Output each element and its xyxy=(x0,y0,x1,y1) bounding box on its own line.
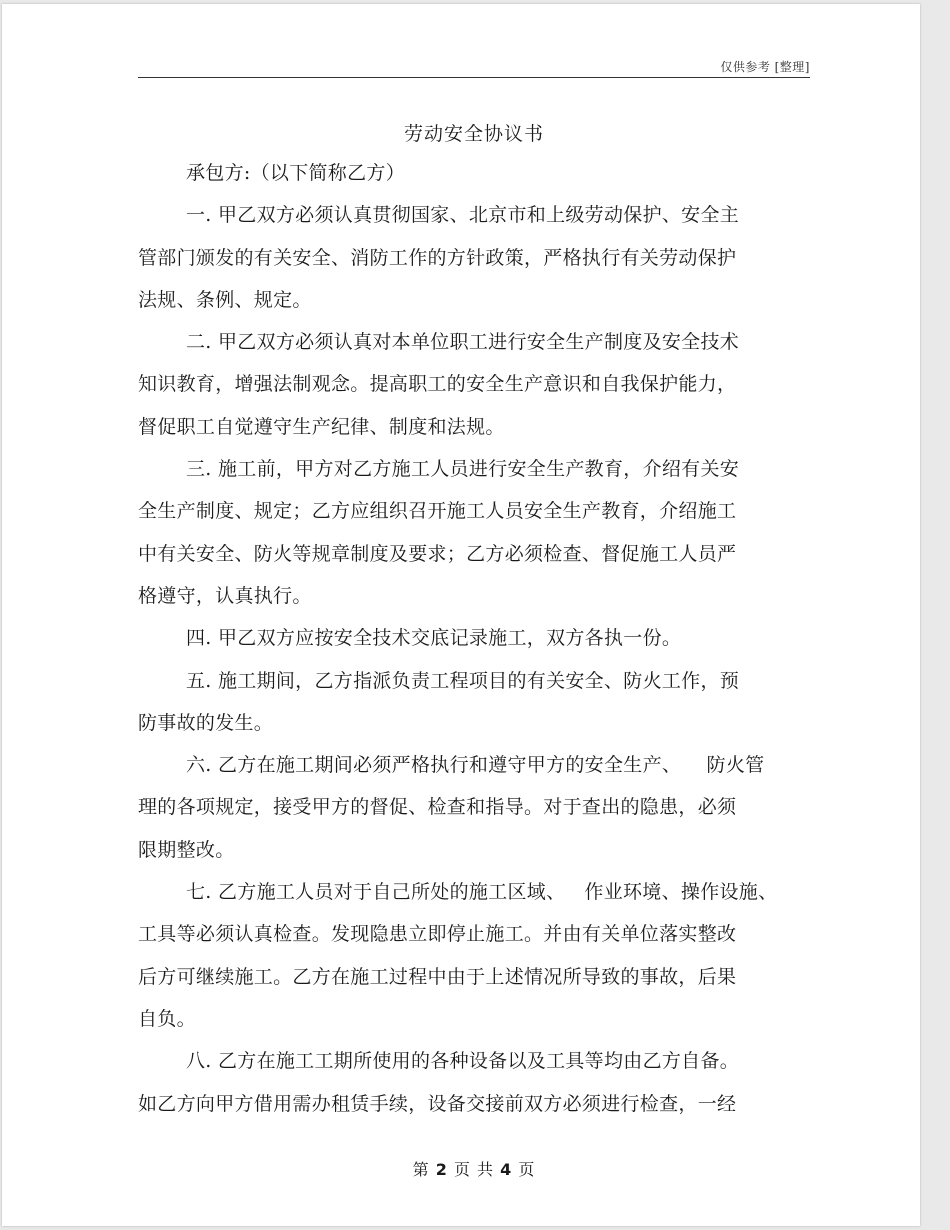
body-line: 全生产制度、规定；乙方应组织召开施工人员安全生产教育，介绍施工 xyxy=(138,500,737,523)
body-line: 四. 甲乙双方应按安全技术交底记录施工，双方各执一份。 xyxy=(186,627,682,650)
body-line: 工具等必须认真检查。发现隐患立即停止施工。并由有关单位落实整改 xyxy=(138,923,737,946)
body-line: 知识教育，增强法制观念。提高职工的安全生产意识和自我保护能力， xyxy=(138,373,737,396)
body-line: 如乙方向甲方借用需办租赁手续，设备交接前双方必须进行检查，一经 xyxy=(138,1092,737,1115)
document-page xyxy=(2,4,920,1226)
body-line: 五. 施工期间，乙方指派负责工程项目的有关安全、防火工作，预 xyxy=(186,669,740,692)
page-footer xyxy=(138,1157,810,1180)
body-line: 一. 甲乙双方必须认真贯彻国家、北京市和上级劳动保护、安全主 xyxy=(186,204,740,227)
document-body xyxy=(138,152,810,1125)
body-line: 法规、条例、规定。 xyxy=(138,288,312,311)
body-line: 承包方:（以下简称乙方） xyxy=(186,162,406,184)
footer-prefix: 第 xyxy=(412,1160,430,1179)
body-line: 六. 乙方在施工期间必须严格执行和遵守甲方的安全生产、 防火管 xyxy=(186,754,765,777)
body-line: 管部门颁发的有关安全、消防工作的方针政策，严格执行有关劳动保护 xyxy=(138,246,737,269)
document-title: 劳动安全协议书 xyxy=(403,123,544,145)
body-line: 三. 施工前，甲方对乙方施工人员进行安全生产教育，介绍有关安 xyxy=(186,458,740,481)
body-line: 二. 甲乙双方必须认真对本单位职工进行安全生产制度及安全技术 xyxy=(186,331,740,354)
body-line: 督促职工自觉遵守生产纪律、制度和法规。 xyxy=(138,415,505,438)
body-line: 理的各项规定，接受甲方的督促、检查和指导。对于查出的隐患，必须 xyxy=(138,796,737,819)
body-line: 中有关安全、防火等规章制度及要求；乙方必须检查、督促施工人员严 xyxy=(138,542,737,565)
body-line: 八. 乙方在施工工期所使用的各种设备以及工具等均由乙方自备。 xyxy=(186,1050,740,1073)
body-line: 限期整改。 xyxy=(138,838,235,861)
footer-middle: 页 共 xyxy=(453,1160,495,1179)
footer-page-current: 2 xyxy=(435,1160,448,1179)
body-line: 防事故的发生。 xyxy=(138,711,274,734)
footer-page-total: 4 xyxy=(500,1160,513,1179)
body-line: 后方可继续施工。乙方在施工过程中由于上述情况所导致的事故，后果 xyxy=(138,965,737,988)
page-header: 仅供参考 [整理] xyxy=(720,60,810,74)
body-line: 七. 乙方施工人员对于自己所处的施工区域、 作业环境、操作设施、 xyxy=(186,881,778,904)
body-line: 格遵守，认真执行。 xyxy=(138,584,312,607)
footer-suffix: 页 xyxy=(518,1160,536,1179)
body-line: 自负。 xyxy=(138,1007,196,1030)
header-divider xyxy=(138,77,810,78)
